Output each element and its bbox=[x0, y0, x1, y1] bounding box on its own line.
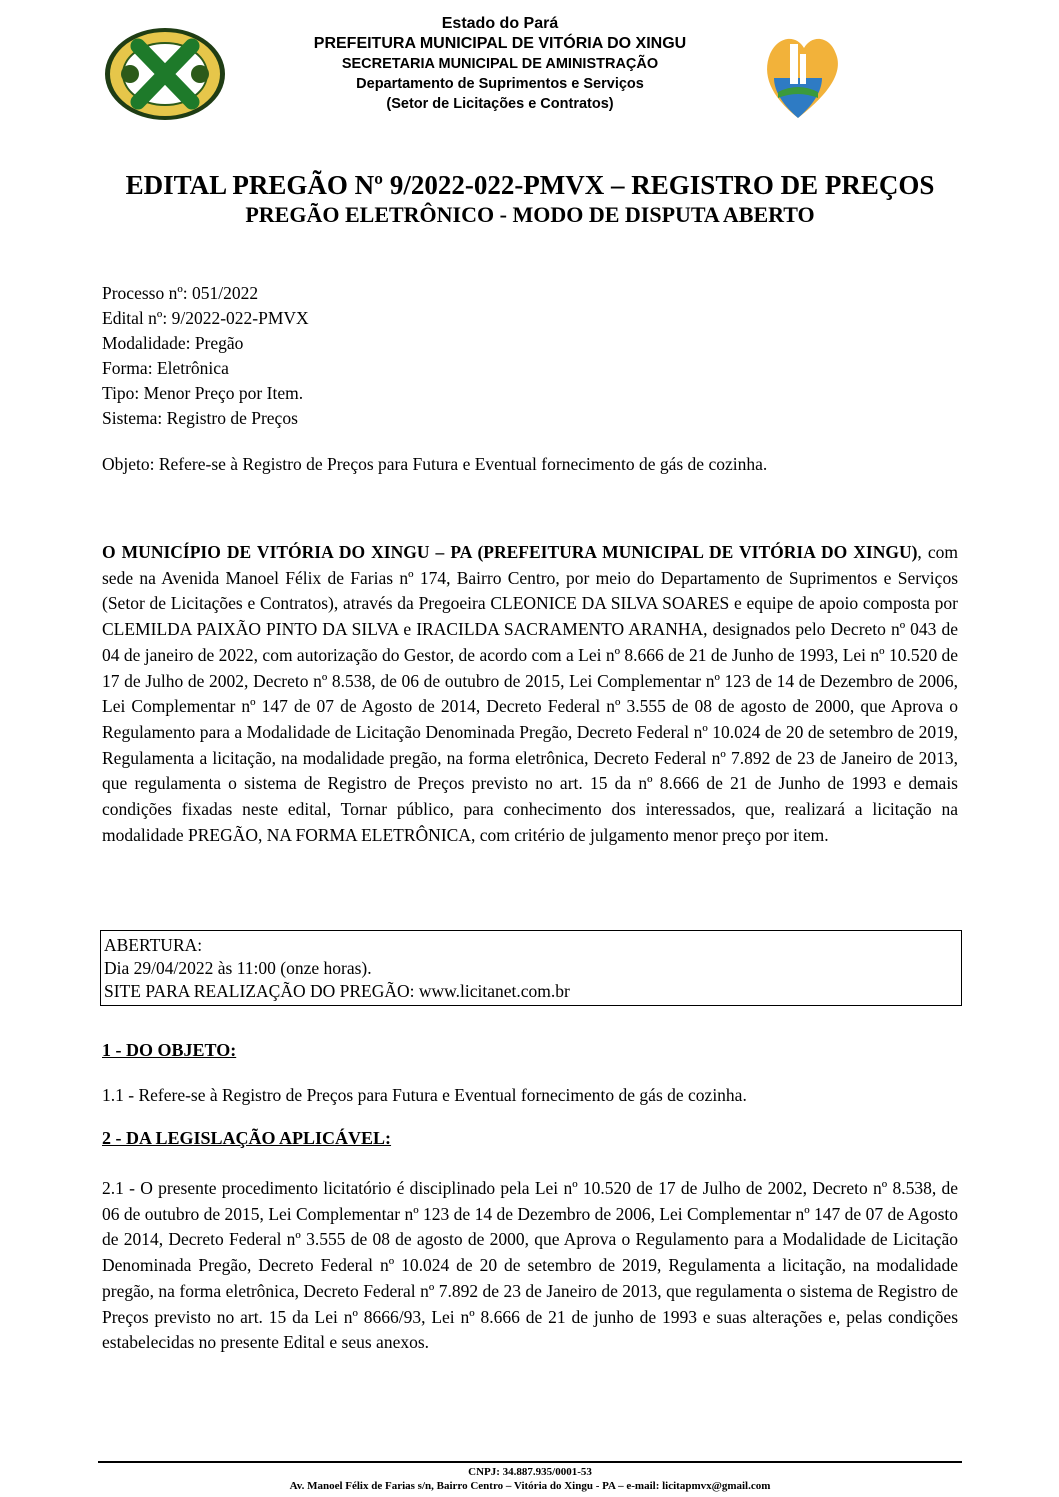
abertura-box bbox=[100, 930, 962, 1006]
meta-tipo: Tipo: Menor Preço por Item. bbox=[102, 383, 304, 403]
section-1-paragraph: 1.1 - Refere-se à Registro de Preços para Futura e Eventual fornecimento de gás de cozinha. bbox=[102, 1085, 747, 1105]
page-footer bbox=[98, 1465, 962, 1493]
section-1-heading: 1 - DO OBJETO: bbox=[102, 1040, 237, 1060]
footer-divider bbox=[98, 1461, 962, 1463]
header-setor: (Setor de Licitações e Contratos) bbox=[386, 96, 614, 112]
title-line-2: PREGÃO ELETRÔNICO - MODO DE DISPUTA ABERTO bbox=[245, 202, 815, 227]
footer-address: Av. Manoel Félix de Farias s/n, Bairro Centro – Vitória do Xingu - PA – e-mail: licitapmvx@gmail.com bbox=[289, 1480, 771, 1492]
header-state: Estado do Pará bbox=[441, 15, 559, 32]
meta-forma: Forma: Eletrônica bbox=[102, 358, 229, 378]
meta-edital: Edital nº: 9/2022-022-PMVX bbox=[102, 308, 309, 328]
footer-cnpj: CNPJ: 34.887.935/0001-53 bbox=[468, 1466, 592, 1478]
meta-modalidade: Modalidade: Pregão bbox=[102, 333, 244, 353]
header-secretaria: SECRETARIA MUNICIPAL DE AMINISTRAÇÃO bbox=[341, 56, 659, 72]
section-2-heading: 2 - DA LEGISLAÇÃO APLICÁVEL: bbox=[102, 1128, 392, 1148]
abertura-site: SITE PARA REALIZAÇÃO DO PREGÃO: www.licitanet.com.br bbox=[104, 981, 570, 1001]
title-line-1: EDITAL PREGÃO Nº 9/2022-022-PMVX – REGISTRO DE PREÇOS bbox=[125, 170, 935, 200]
meta-processo: Processo nº: 051/2022 bbox=[102, 283, 259, 303]
vitoria-do-xingu-logo bbox=[760, 26, 960, 126]
abertura-date: Dia 29/04/2022 às 11:00 (onze horas). bbox=[104, 958, 372, 978]
header-titles bbox=[240, 14, 760, 114]
intro-municipality: O MUNICÍPIO DE VITÓRIA DO XINGU – PA (PREFEITURA MUNICIPAL DE VITÓRIA DO XINGU) bbox=[102, 542, 918, 562]
section-2-paragraph: 2.1 - O presente procedimento licitatório é disciplinado pela Lei nº 10.520 de 17 de Julho de 2002, Decreto nº 8.538, de 06 de outubro de 2015, Lei Complementar nº 123 de 14 de Dezembro de 2006, Lei Complementar nº 147 de 07 de Agosto de 2014, Decreto Federal nº 3.555 de 08 de agosto de 2000, que Aprova o Regulamento para a Modalidade de Licitação Denominada Pregão, Decreto Federal nº 10.024 de 20 de setembro de 2019, Regulamenta a licitação, na modalidade pregão, na forma eletrônica, Decreto Federal nº 7.892 de 23 de Janeiro de 2013, que regulamenta o sistema de Registro de Preços previsto no art. 15 da Lei nº 8666/93, Lei nº 8.666 de 21 de junho de 1993 e suas alterações e, pelas condições estabelecidas no presente Edital e seus anexos. bbox=[102, 1178, 958, 1353]
intro-paragraph bbox=[102, 540, 958, 848]
abertura-label: ABERTURA: bbox=[104, 935, 203, 955]
intro-body: , com sede na Avenida Manoel Félix de Farias nº 174, Bairro Centro, por meio do Departamento de Suprimentos e Serviços (Setor de Licitações e Contratos), através da Pregoeira CLEONICE DA SILVA SOARES e equipe de apoio composta por CLEMILDA PAIXÃO PINTO DA SILVA e IRACILDA SACRAMENTO ARANHA, designados pelo Decreto nº 043 de 04 de janeiro de 2022, com autorização do Gestor, de acordo com a Lei nº 8.666 de 21 de Junho de 1993, Lei nº 10.520 de 17 de Julho de 2002, Decreto nº 8.538, de 06 de outubro de 2015, Lei Complementar nº 123 de 14 de Dezembro de 2006, Lei Complementar nº 147 de 07 de Agosto de 2014, Decreto Federal nº 3.555 de 08 de agosto de 2000, que Aprova o Regulamento para a Modalidade de Licitação Denominada Pregão, Decreto Federal nº 10.024 de 20 de setembro de 2019, Regulamenta a licitação, na modalidade pregão, na forma eletrônica, Decreto Federal nº 7.892 de 23 de Janeiro de 2013, que regulamenta o sistema de Registro de Preços previsto no art. 15 da nº 8.666 de 21 de Junho de 1993 e demais condições fixadas neste edital, Tornar público, para conhecimento dos interessados, que, realizará a licitação na modalidade PREGÃO, NA FORMA ELETRÔNICA, com critério de julgamento menor preço por item. bbox=[102, 542, 958, 845]
process-metadata bbox=[102, 281, 309, 431]
header-prefeitura: PREFEITURA MUNICIPAL DE VITÓRIA DO XINGU bbox=[313, 35, 687, 52]
page-header bbox=[0, 0, 1059, 140]
municipal-seal-logo bbox=[100, 24, 230, 124]
header-departamento: Departamento de Suprimentos e Serviços bbox=[356, 76, 644, 92]
objeto-statement: Objeto: Refere-se à Registro de Preços para Futura e Eventual fornecimento de gás de cozinha. bbox=[102, 454, 768, 474]
meta-sistema: Sistema: Registro de Preços bbox=[102, 408, 298, 428]
document-title bbox=[60, 169, 1000, 229]
